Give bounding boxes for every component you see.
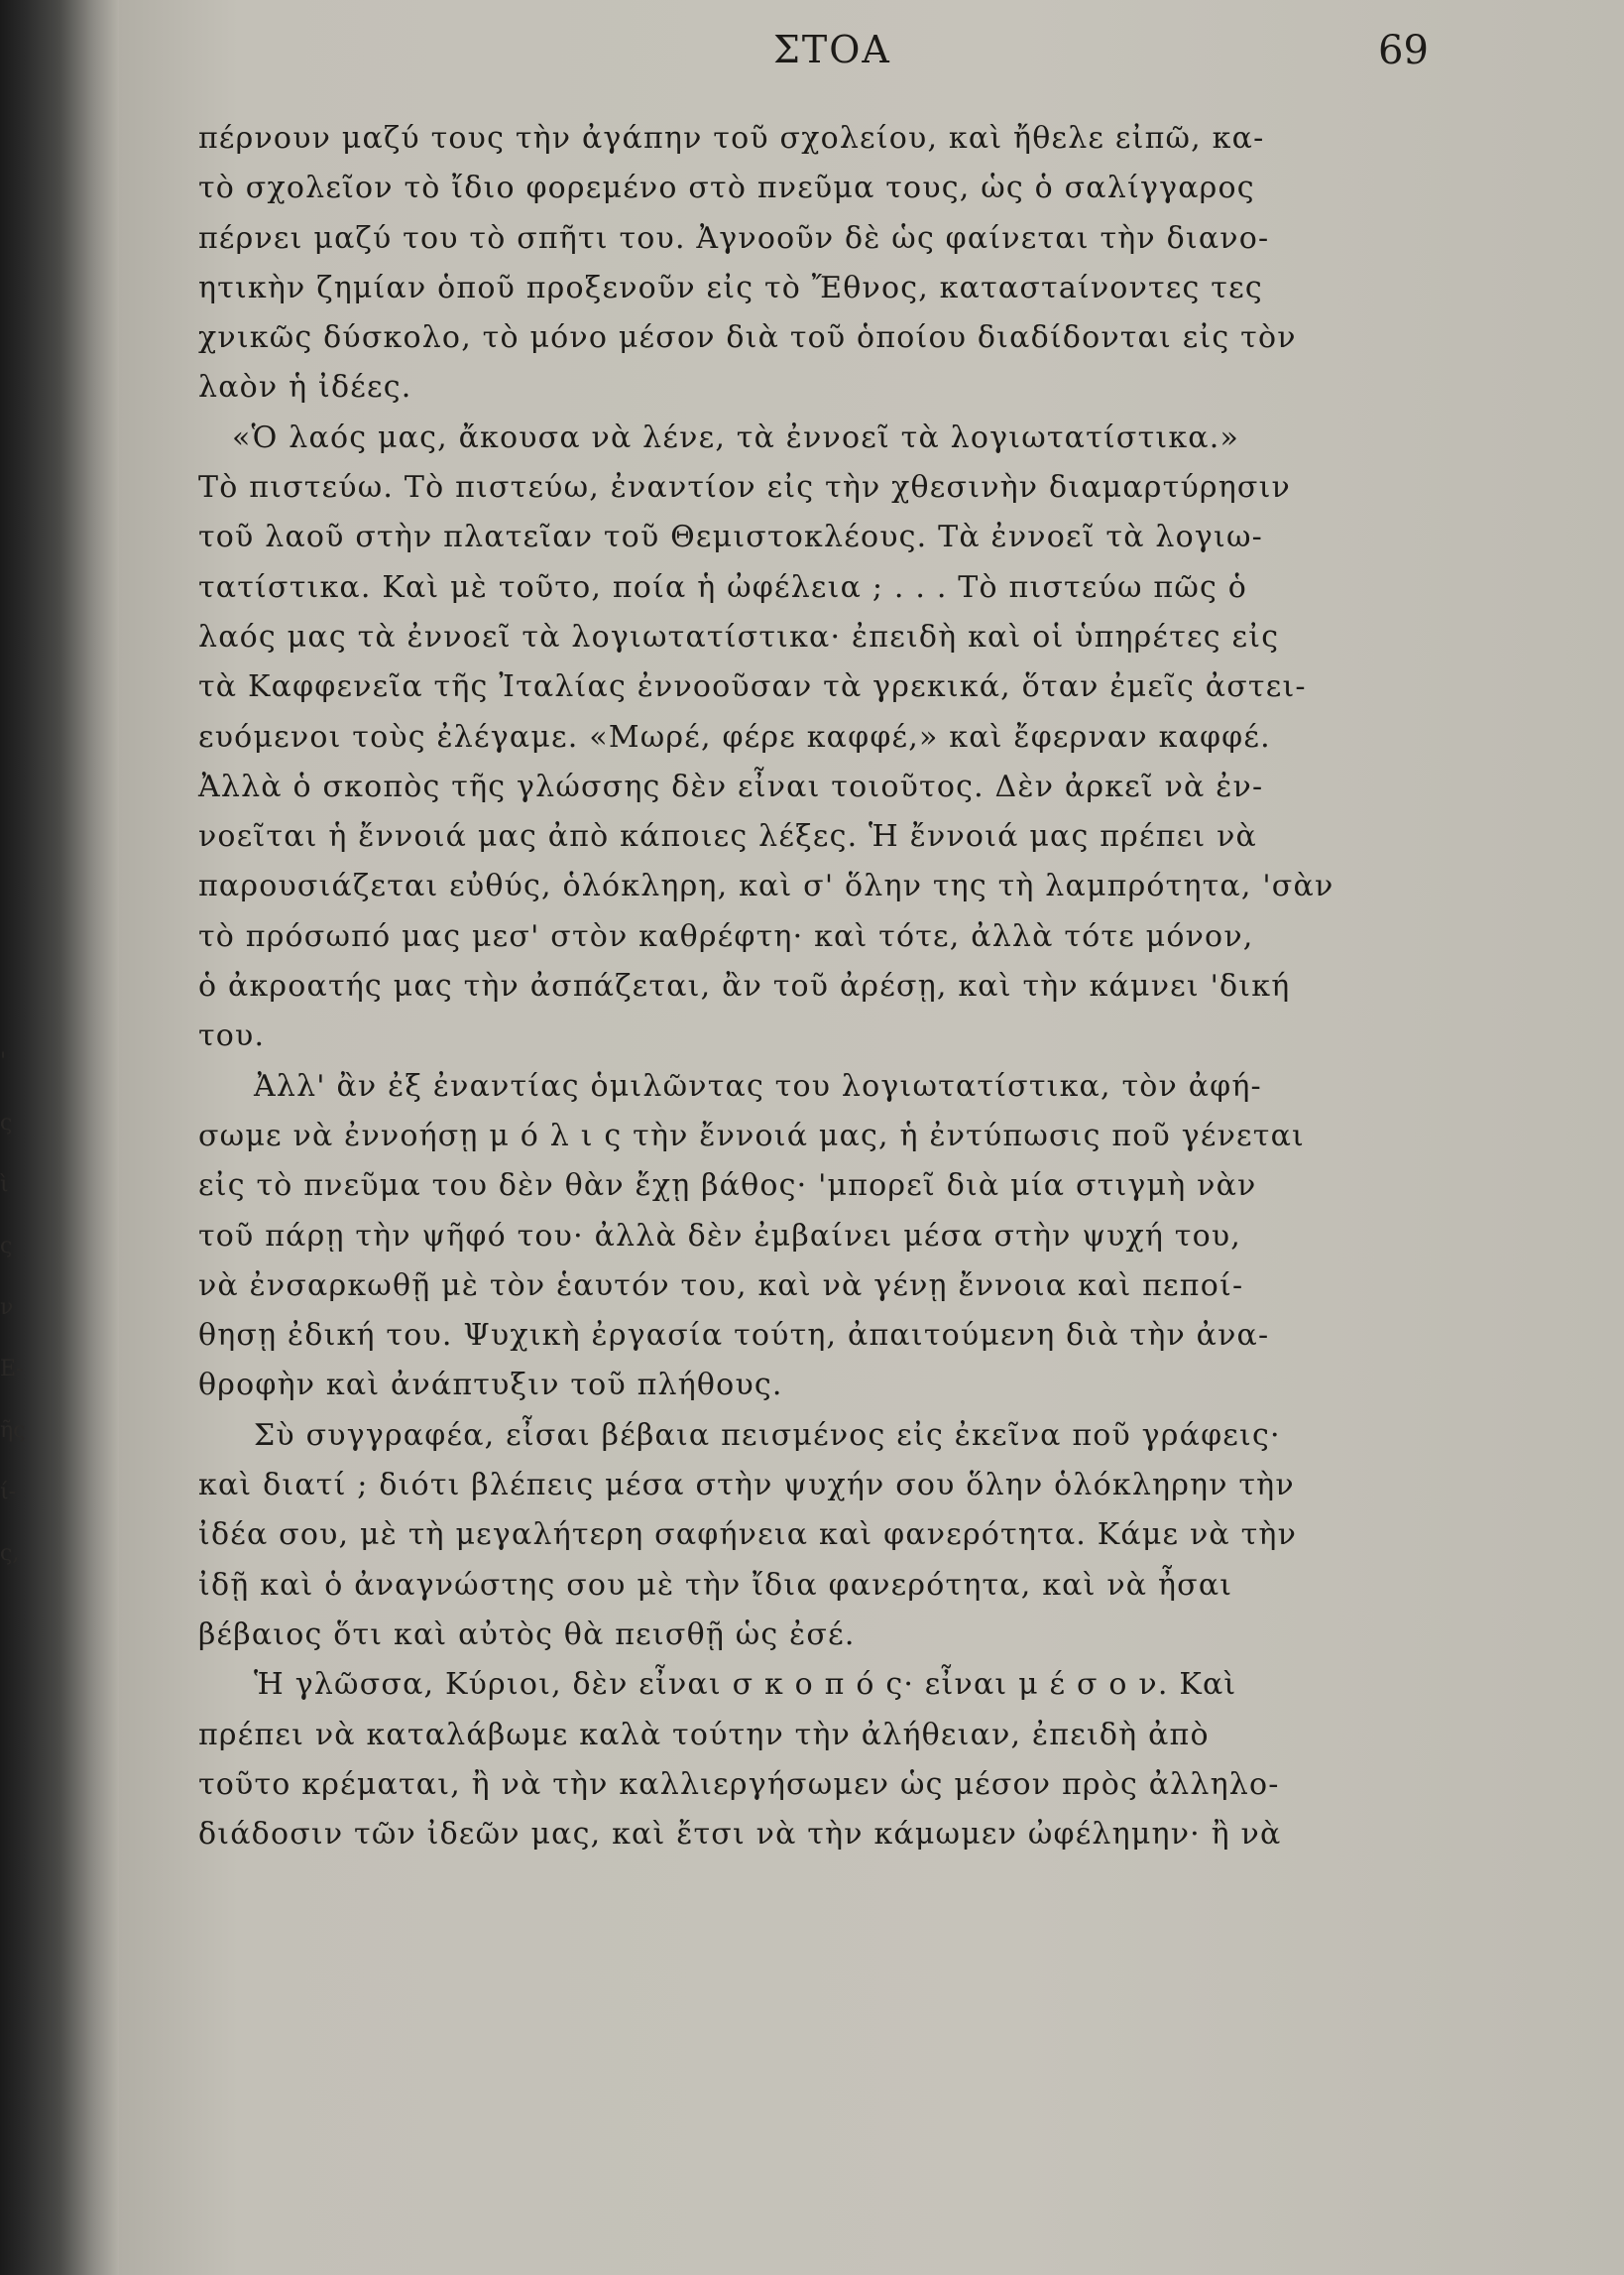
text-line: καὶ διατί ; διότι βλέπεις μέσα στὴν ψυχήν σου ὅλην ὁλόκληρην τὴν [198,1468,1295,1503]
text-line: τὸ σχολεῖον τὸ ἴδιο φορεμένο στὸ πνεῦμα τους, ὡς ὁ σαλίγγαρος [198,171,1255,206]
facing-page-edge [0,1031,32,1585]
text-line: Ἡ γλῶσσα, Κύριοι, δὲν εἶναι σ κ ο π ό ς· εἶναι μ έ σ ο ν. Καὶ [254,1667,1237,1703]
margin-fragment: ῆς [0,1418,26,1443]
text-line: τοῦ πάρῃ τὴν ψῆφό του· ἀλλὰ δὲν ἐμβαίνει μέσα στὴν ψυχή του, [198,1218,1242,1254]
margin-fragment: ὶ [0,1172,9,1197]
margin-fragment: ς [0,1111,13,1136]
book-page [119,0,1624,2275]
text-line: λαός μας τὰ ἐννοεῖ τὰ λογιωτατίστικα· ἐπειδὴ καὶ οἱ ὑπηρέτες εἰς [198,619,1280,655]
text-line: διάδοσιν τῶν ἰδεῶν μας, καὶ ἔτσι νὰ τὴν κάμωμεν ὠφέλημην· ἢ νὰ [198,1817,1282,1853]
text-line: Ἀλλ' ἂν ἐξ ἐναντίας ὁμιλῶντας του λογιωτατίστικα, τὸν ἀφή- [254,1068,1262,1104]
text-line: ἰδῇ καὶ ὁ ἀναγνώστης σου μὲ τὴν ἴδια φανερότητα, καὶ νὰ ἦσαι [198,1567,1233,1603]
margin-fragment: ' [0,1049,7,1074]
text-line: τὰ Καφφενεῖα τῆς Ἰταλίας ἐννοοῦσαν τὰ γρεκικά, ὅταν ἐμεῖς ἀστει- [198,669,1307,705]
text-line: ἰδέα σου, μὲ τὴ μεγαλήτερη σαφήνεια καὶ φανερότητα. Κάμε νὰ τὴν [198,1517,1298,1553]
text-line: παρουσιάζεται εὐθύς, ὁλόκληρη, καὶ σ' ὅλην της τὴ λαμπρότητα, 'σὰν [198,869,1334,904]
text-line: «Ὁ λαός μας, ἄκουσα νὰ λένε, τὰ ἐννοεῖ τὰ λογιωτατίστικα.» [232,419,1240,455]
text-line: ὁ ἀκροατής μας τὴν ἀσπάζεται, ἂν τοῦ ἀρέσῃ, καὶ τὴν κάμνει 'δική [198,969,1291,1005]
page-number: 69 [1378,28,1429,73]
text-line: ευόμενοι τοὺς ἐλέγαμε. «Μωρέ, φέρε καφφέ,» καὶ ἔφερναν καφφέ. [198,719,1271,755]
margin-fragment: ς [0,1234,13,1258]
text-line: νὰ ἐνσαρκωθῇ μὲ τὸν ἑαυτόν του, καὶ νὰ γένῃ ἔννοια καὶ πεποί- [198,1267,1244,1303]
text-line: θησῃ ἐδική του. Ψυχικὴ ἐργασία τούτη, ἀπαιτούμενη διὰ τὴν ἀνα- [198,1318,1270,1354]
margin-fragment: Ε- [0,1357,24,1381]
text-line: νοεῖται ἡ ἔννοιά μας ἀπὸ κάποιες λέξες. Ἡ ἔννοιά μας πρέπει νὰ [198,819,1257,855]
text-line: σωμε νὰ ἐννοήσῃ μ ό λ ι ς τὴν ἔννοιά μας, ἡ ἐντύπωσις ποῦ γένεται [198,1118,1305,1153]
text-line: πρέπει νὰ καταλάβωμε καλὰ τούτην τὴν ἀλήθειαν, ἐπειδὴ ἀπὸ [198,1717,1210,1752]
text-line: τατίστικα. Καὶ μὲ τοῦτο, ποία ἡ ὠφέλεια ; . . . Τὸ πιστεύω πῶς ὁ [198,569,1248,605]
body-text [198,114,1547,1859]
text-line: λαὸν ἡ ἰδέες. [198,370,412,406]
margin-fragment: ν [0,1295,14,1320]
text-line: χνικῶς δύσκολο, τὸ μόνο μέσον διὰ τοῦ ὁποίου διαδίδονται εἰς τὸν [198,320,1297,356]
text-line: τοῦτο κρέμαται, ἢ νὰ τὴν καλλιεργήσωμεν ὡς μέσον πρὸς ἀλληλο- [198,1766,1280,1802]
text-line: ητικὴν ζημίαν ὁποῦ προξενοῦν εἰς τὸ Ἔθνος, καταστaίνοντες τες [198,270,1263,305]
margin-fragment: ς, [0,1541,20,1566]
text-line: τοῦ λαοῦ στὴν πλατεῖαν τοῦ Θεμιστοκλέους. Τὰ ἐννοεῖ τὰ λογιω- [198,520,1263,555]
running-head [119,28,1507,87]
text-line: Σὺ συγγραφέα, εἶσαι βέβαια πεισμένος εἰς ἐκεῖνα ποῦ γράφεις· [254,1417,1281,1453]
text-line: βέβαιος ὅτι καὶ αὐτὸς θὰ πεισθῇ ὡς ἐσέ. [198,1616,856,1652]
margin-fragment: ί- [0,1480,17,1504]
text-line: εἰς τὸ πνεῦμα του δὲν θὰν ἔχῃ βάθος· 'μπορεῖ διὰ μία στιγμὴ νὰν [198,1168,1257,1204]
text-line: του. [198,1018,266,1054]
text-line: τὸ πρόσωπό μας μεσ' στὸν καθρέφτη· καὶ τότε, ἀλλὰ τότε μόνον, [198,918,1254,954]
text-line: θροφὴν καὶ ἀνάπτυξιν τοῦ πλήθους. [198,1368,783,1403]
text-line: πέρνουν μαζύ τους τὴν ἀγάπην τοῦ σχολείου, καὶ ἤθελε εἰπῶ, κα- [198,121,1265,156]
text-line: Ἀλλὰ ὁ σκοπὸς τῆς γλώσσης δὲν εἶναι τοιοῦτος. Δὲν ἀρκεῖ νὰ ἐν- [198,769,1264,804]
running-title: ΣΤΟΑ [773,28,891,71]
text-line: πέρνει μαζύ του τὸ σπῆτι του. Ἀγνοοῦν δὲ ὡς φαίνεται τὴν διανο- [198,220,1270,256]
text-line: Τὸ πιστεύω. Τὸ πιστεύω, ἐναντίον εἰς τὴν χθεσινὴν διαμαρτύρησιν [198,470,1291,506]
